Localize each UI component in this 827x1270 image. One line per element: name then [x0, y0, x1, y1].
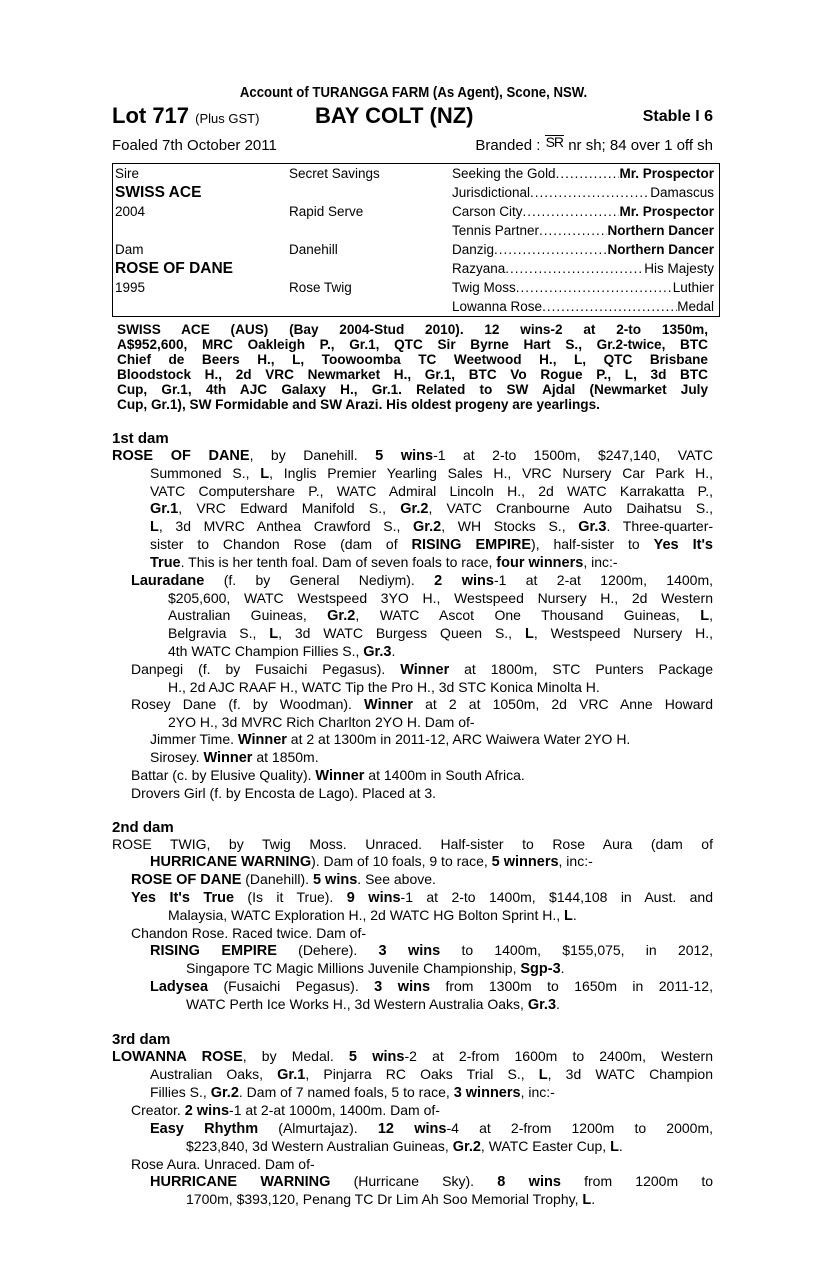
pedigree-gg-dam: Twig Moss: [452, 280, 516, 295]
entry-line: [150, 536, 713, 554]
dam-lines: [112, 430, 713, 1226]
text-run: (Fusaichi Pegasus).: [208, 978, 375, 994]
text-run: Fillies S.,: [150, 1084, 211, 1100]
text-run: , by Danehill.: [249, 447, 376, 463]
pedigree-parent: Dam: [115, 242, 144, 257]
bold-text: Easy Rhythm: [150, 1121, 259, 1137]
pedigree-gg-dam: Seeking the Gold: [452, 166, 556, 181]
text-run: Chandon Rose. Raced twice. Dam of-: [131, 925, 366, 941]
dot-leader: [523, 202, 620, 221]
entry-line: [131, 696, 713, 714]
brand-mark: SR: [545, 134, 564, 150]
text-run: ,: [709, 607, 713, 623]
bold-text: Gr.2: [413, 519, 442, 535]
branded-label: Branded :: [475, 137, 541, 154]
text-run: Australian Guineas,: [168, 607, 328, 623]
text-run: (Hurricane Sky).: [330, 1173, 498, 1189]
bold-text: L: [524, 626, 534, 642]
pedigree-great-grandparents: [452, 221, 714, 240]
sire-summary-line: Bloodstock H., 2d VRC Newmarket H., Gr.1, BTC Vo Rogue P., L, 3d BTC: [117, 367, 708, 382]
produce-entry: [112, 925, 713, 942]
bold-text: L: [700, 608, 710, 624]
text-run: (Danehill).: [241, 871, 313, 887]
dot-leader: [539, 221, 607, 240]
bold-text: True: [150, 555, 181, 571]
produce-entry: [112, 1156, 713, 1173]
sire-summary-line: SWISS ACE (AUS) (Bay 2004-Stud 2010). 12 wins-2 at 2-to 1350m,: [117, 322, 708, 337]
text-run: Summoned S.,: [150, 465, 261, 481]
entry-line: [168, 907, 713, 925]
text-run: , Inglis Premier Yearling Sales H., VRC Nursery Car Park H.,: [269, 465, 713, 481]
pedigree-row: [113, 221, 719, 240]
bold-text: 8 wins: [497, 1174, 561, 1190]
text-run: from 1300m to 1650m in 2011-12,: [430, 978, 713, 994]
bold-text: Gr.3: [527, 997, 557, 1013]
text-run: at 1800m, STC Punters Package: [449, 661, 713, 677]
bold-text: Winner: [237, 732, 287, 748]
text-run: H., 2d AJC RAAF H., WATC Tip the Pro H., 3d STC Konica Minolta H.: [168, 679, 600, 695]
text-run: -1 at 2-to 1400m, $144,108 in Aust. and: [400, 889, 713, 905]
entry-line: [150, 1120, 713, 1138]
text-run: , inc:-: [558, 853, 593, 869]
entry-line: [150, 978, 713, 996]
text-run: $205,600, WATC Westspeed 3YO H., Westspeed Nursery H., 2d Western: [168, 590, 713, 606]
bold-text: Gr.2: [400, 501, 429, 517]
text-run: -4 at 2-from 1200m to 2000m,: [446, 1120, 714, 1136]
text-run: , inc:-: [583, 554, 618, 570]
pedigree-grandparent: Danehill: [289, 242, 338, 257]
entry-line: [168, 607, 713, 625]
entry-line: [131, 572, 713, 590]
bold-text: four winners: [496, 555, 584, 571]
bold-text: Gr.3: [363, 644, 392, 660]
text-run: WATC Perth Ice Works H., 3d Western Australia Oaks,: [186, 996, 528, 1012]
sire-summary-line: A$952,600, MRC Oakleigh P., Gr.1, QTC Sir Byrne Hart S., Gr.2-twice, BTC: [117, 337, 708, 352]
text-run: ROSE TWIG, by Twig Moss. Unraced. Half-sister to Rose Aura (dam of: [112, 836, 713, 852]
bold-text: Gr.3: [578, 519, 607, 535]
produce-entry: [112, 1048, 713, 1102]
text-run: at 1400m in South Africa.: [364, 767, 525, 783]
horse-title: BAY COLT (NZ): [315, 103, 474, 128]
bold-text: RISING EMPIRE: [411, 537, 532, 553]
entry-line: [131, 767, 713, 785]
text-run: Australian Oaks,: [150, 1066, 278, 1082]
bold-text: L: [150, 519, 159, 535]
text-run: at 2 at 1050m, 2d VRC Anne Howard: [413, 696, 713, 712]
bold-text: L: [538, 1067, 548, 1083]
bold-text: 5 wins: [348, 1049, 405, 1065]
entry-line: [131, 889, 713, 907]
text-run: .: [560, 960, 565, 976]
sire-summary-line: Cup, Gr.1, 4th AJC Galaxy H., Gr.1. Related to SW Ajdal (Newmarket July: [117, 382, 708, 397]
bold-text: HURRICANE WARNING: [150, 1174, 331, 1190]
text-run: Danpegi (f. by Fusaichi Pegasus).: [131, 661, 401, 677]
text-run: Battar (c. by Elusive Quality).: [131, 767, 316, 783]
pedigree-gg-sire: Medal: [677, 299, 714, 314]
text-run: , WATC Ascot One Thousand Guineas,: [355, 607, 701, 623]
pedigree-parent: 1995: [115, 280, 146, 295]
produce-entry: [112, 1120, 713, 1156]
bold-text: Winner: [364, 697, 414, 713]
entry-line: [150, 1066, 713, 1084]
pedigree-row: [113, 278, 719, 297]
produce-entry: [112, 785, 713, 802]
bold-text: RISING EMPIRE: [150, 943, 277, 959]
bold-text: LOWANNA ROSE: [112, 1049, 243, 1065]
entry-line: [150, 465, 713, 483]
text-run: .: [572, 907, 577, 923]
vendor-account: Account of TURANGGA FARM (As Agent), Scone, NSW.: [239, 84, 588, 101]
section-heading: 2nd dam: [112, 819, 174, 836]
pedigree-row: [113, 297, 719, 316]
bold-text: Gr.2: [452, 1139, 481, 1155]
entry-line: [150, 500, 713, 518]
text-run: , Pinjarra RC Oaks Trial S.,: [305, 1066, 539, 1082]
entry-line: [131, 871, 713, 889]
text-run: .: [391, 643, 396, 659]
entry-line: [150, 731, 713, 749]
produce-entry: [112, 749, 713, 767]
entry-line: [150, 518, 713, 536]
text-run: (Dehere).: [276, 942, 379, 958]
lot-number: [112, 103, 259, 129]
entry-line: [168, 679, 713, 696]
dot-leader: [505, 259, 644, 278]
entry-line: [131, 661, 713, 679]
produce-entry: [112, 572, 713, 661]
text-run: 4th WATC Champion Fillies S.,: [168, 643, 364, 659]
text-run: Belgravia S.,: [168, 625, 270, 641]
text-run: , WH Stocks S.,: [441, 518, 579, 534]
produce-entry: [112, 1102, 713, 1120]
bold-text: Gr.2: [327, 608, 356, 624]
bold-text: HURRICANE WARNING: [150, 854, 312, 870]
entry-line: [150, 853, 713, 871]
text-run: , WATC Easter Cup,: [480, 1138, 611, 1154]
branding: [475, 134, 713, 154]
text-run: VATC Computershare P., WATC Admiral Lincoln H., 2d WATC Karrakatta P.,: [150, 483, 713, 499]
entry-line: [131, 925, 713, 942]
text-run: Malaysia, WATC Exploration H., 2d WATC HG Bolton Sprint H.,: [168, 907, 564, 923]
text-run: 1700m, $393,120, Penang TC Dr Lim Ah Soo Memorial Trophy,: [186, 1191, 583, 1207]
text-run: , Westspeed Nursery H.,: [533, 625, 713, 641]
bold-text: 12 wins: [377, 1121, 447, 1137]
text-run: sister to Chandon Rose (dam of: [150, 536, 412, 552]
produce-entry: [112, 767, 713, 785]
bold-text: Gr.1: [150, 501, 179, 517]
bold-text: 3 winners: [453, 1085, 521, 1101]
text-run: at 2 at 1300m in 2011-12, ARC Waiwera Water 2YO H.: [286, 731, 631, 747]
pedigree-row: [113, 259, 719, 278]
bold-text: 2 wins: [184, 1103, 230, 1119]
pedigree-grandparent: Rose Twig: [289, 280, 352, 295]
pedigree-gg-sire: Northern Dancer: [607, 242, 714, 257]
pedigree-row: [113, 240, 719, 259]
produce-entry: [112, 661, 713, 696]
stable-location: Stable I 6: [642, 108, 713, 125]
foaled-date: Foaled 7th October 2011: [112, 137, 277, 154]
text-run: at 1850m.: [252, 749, 319, 765]
text-run: ), half-sister to: [531, 536, 654, 552]
bold-text: ROSE OF DANE: [131, 872, 242, 888]
bold-text: Gr.1: [277, 1067, 306, 1083]
entry-line: [112, 1048, 713, 1066]
pedigree-row: [113, 164, 719, 183]
pedigree-great-grandparents: [452, 164, 714, 183]
bold-text: Yes It's True: [131, 890, 235, 906]
dam-section: [112, 430, 713, 802]
bold-text: Gr.2: [210, 1085, 239, 1101]
text-run: .: [591, 1191, 596, 1207]
bold-text: ROSE OF DANE: [112, 448, 250, 464]
pedigree-great-grandparents: [452, 183, 714, 202]
text-run: (Is it True).: [234, 889, 347, 905]
bold-text: Winner: [203, 750, 253, 766]
text-run: (f. by General Nediym).: [204, 572, 435, 588]
dot-leader: [530, 183, 650, 202]
bold-text: L: [610, 1139, 619, 1155]
pedigree-gg-dam: Lowanna Rose: [452, 299, 543, 314]
bold-text: 9 wins: [346, 890, 401, 906]
bold-text: Yes It's: [653, 537, 713, 553]
pedigree-parent: SWISS ACE: [115, 184, 202, 201]
text-run: Rosey Dane (f. by Woodman).: [131, 696, 365, 712]
text-run: $223,840, 3d Western Australian Guineas,: [186, 1138, 453, 1154]
entry-line: [131, 1102, 713, 1120]
text-run: . See above.: [357, 871, 436, 887]
pedigree-grandparent: Secret Savings: [289, 166, 380, 181]
produce-entry: [112, 731, 713, 749]
pedigree-gg-sire: His Majesty: [644, 261, 714, 276]
entry-line: [150, 554, 713, 572]
pedigree-great-grandparents: [452, 259, 714, 278]
text-run: 2YO H., 3d MVRC Rich Charlton 2YO H. Dam of-: [168, 714, 475, 730]
sire-summary-line: Cup, Gr.1), SW Formidable and SW Arazi. His oldest progeny are yearlings.: [117, 397, 600, 412]
branded-details: nr sh; 84 over 1 off sh: [568, 137, 713, 154]
text-run: (Almurtajaz).: [258, 1120, 378, 1136]
entry-line: [131, 785, 713, 802]
text-run: Drovers Girl (f. by Encosta de Lago). Placed at 3.: [131, 785, 437, 801]
entry-line: [186, 960, 713, 978]
pedigree-parent: ROSE OF DANE: [115, 260, 233, 277]
pedigree-row: [113, 202, 719, 221]
text-run: .: [556, 996, 560, 1012]
text-run: Rose Aura. Unraced. Dam of-: [131, 1156, 315, 1172]
text-run: Creator.: [131, 1102, 185, 1118]
entry-line: [168, 625, 713, 643]
pedigree-gg-sire: Mr. Prospector: [619, 166, 714, 181]
bold-text: Ladysea: [150, 979, 209, 995]
text-run: . Three-quarter-: [606, 518, 714, 534]
entry-line: [150, 1173, 713, 1191]
pedigree-great-grandparents: [452, 240, 714, 259]
text-run: -1 at 2-at 1000m, 1400m. Dam of-: [229, 1102, 440, 1118]
gst-note: (Plus GST): [195, 111, 260, 126]
text-run: , inc:-: [520, 1084, 555, 1100]
dam-section: [112, 1031, 713, 1209]
pedigree-great-grandparents: [452, 278, 714, 297]
dot-leader: [494, 240, 607, 259]
pedigree-gg-dam: Carson City: [452, 204, 523, 219]
entry-line: [168, 590, 713, 607]
text-run: , by Medal.: [242, 1048, 349, 1064]
bold-text: 2 wins: [434, 573, 494, 589]
produce-entry: [112, 978, 713, 1014]
text-run: . Dam of 7 named foals, 5 to race,: [238, 1084, 454, 1100]
entry-line: [186, 996, 713, 1014]
pedigree-grandparent: Rapid Serve: [289, 204, 364, 219]
bold-text: 3 wins: [378, 943, 441, 959]
pedigree-gg-sire: Mr. Prospector: [619, 204, 714, 219]
bold-text: Winner: [400, 662, 450, 678]
text-run: , VRC Edward Manifold S.,: [178, 500, 401, 516]
entry-line: [150, 749, 713, 767]
entry-line: [150, 1084, 713, 1102]
pedigree-gg-dam: Danzig: [452, 242, 495, 257]
produce-entry: [112, 889, 713, 925]
pedigree-gg-sire: Damascus: [650, 185, 714, 200]
entry-line: [150, 483, 713, 500]
produce-entry: [112, 696, 713, 731]
pedigree-great-grandparents: [452, 202, 714, 221]
entry-line: [150, 942, 713, 960]
section-heading: 1st dam: [112, 430, 169, 447]
produce-entry: [112, 447, 713, 572]
bold-text: L: [582, 1192, 592, 1208]
produce-entry: [112, 1173, 713, 1209]
bold-text: 5 winners: [491, 854, 559, 870]
entry-line: [131, 1156, 713, 1173]
entry-line: [112, 836, 713, 853]
bold-text: Winner: [315, 768, 365, 784]
text-run: Singapore TC Magic Millions Juvenile Championship,: [186, 960, 521, 976]
sire-summary: [117, 322, 708, 412]
dot-leader: [516, 278, 673, 297]
pedigree-gg-sire: Northern Dancer: [607, 223, 714, 238]
text-run: to 1400m, $155,075, in 2012,: [440, 942, 713, 958]
text-run: -1 at 2-at 1200m, 1400m,: [493, 572, 714, 588]
text-run: , 3d MVRC Anthea Crawford S.,: [158, 518, 414, 534]
pedigree-parent: Sire: [115, 166, 140, 181]
text-run: Sirosey.: [150, 749, 204, 765]
entry-line: [168, 643, 713, 661]
text-run: from 1200m to: [560, 1173, 713, 1189]
bold-text: L: [260, 466, 270, 482]
entry-line: [186, 1138, 713, 1156]
lot-label: Lot 717: [112, 103, 190, 128]
text-run: . This is her tenth foal. Dam of seven foals to race,: [180, 554, 497, 570]
bold-text: 3 wins: [374, 979, 431, 995]
bold-text: Sgp-3: [520, 961, 561, 977]
bold-text: Lauradane: [131, 573, 205, 589]
bold-text: 5 wins: [375, 448, 434, 464]
bold-text: L: [269, 626, 279, 642]
pedigree-gg-dam: Tennis Partner: [452, 223, 540, 238]
bold-text: 5 wins: [312, 872, 358, 888]
entry-line: [186, 1191, 713, 1209]
sire-summary-line: Chief de Beers H., L, Toowoomba TC Weetwood H., L, QTC Brisbane: [117, 352, 708, 367]
bold-text: L: [564, 908, 573, 924]
pedigree-gg-dam: Jurisdictional: [452, 185, 531, 200]
produce-entry: [112, 871, 713, 889]
pedigree-parent: 2004: [115, 204, 146, 219]
pedigree-row: [113, 183, 719, 202]
text-run: .: [618, 1138, 623, 1154]
text-run: , 3d WATC Burgess Queen S.,: [278, 625, 525, 641]
dot-leader: [556, 164, 620, 183]
pedigree-great-grandparents: [452, 297, 714, 316]
entry-line: [112, 447, 713, 465]
pedigree-gg-dam: Razyana: [452, 261, 506, 276]
text-run: -2 at 2-from 1600m to 2400m, Western: [404, 1048, 713, 1064]
dot-leader: [542, 297, 677, 316]
produce-entry: [112, 836, 713, 871]
entry-line: [168, 714, 713, 731]
dam-section: [112, 819, 713, 1014]
pedigree-gg-sire: Luthier: [672, 280, 714, 295]
text-run: Jimmer Time.: [150, 731, 238, 747]
text-run: -1 at 2-to 1500m, $247,140, VATC: [433, 447, 713, 463]
produce-entry: [112, 942, 713, 978]
text-run: , VATC Cranbourne Auto Daihatsu S.,: [428, 500, 713, 516]
text-run: ). Dam of 10 foals, 9 to race,: [311, 853, 492, 869]
section-heading: 3rd dam: [112, 1031, 171, 1048]
text-run: , 3d WATC Champion: [547, 1066, 713, 1082]
pedigree-table: [112, 163, 720, 317]
